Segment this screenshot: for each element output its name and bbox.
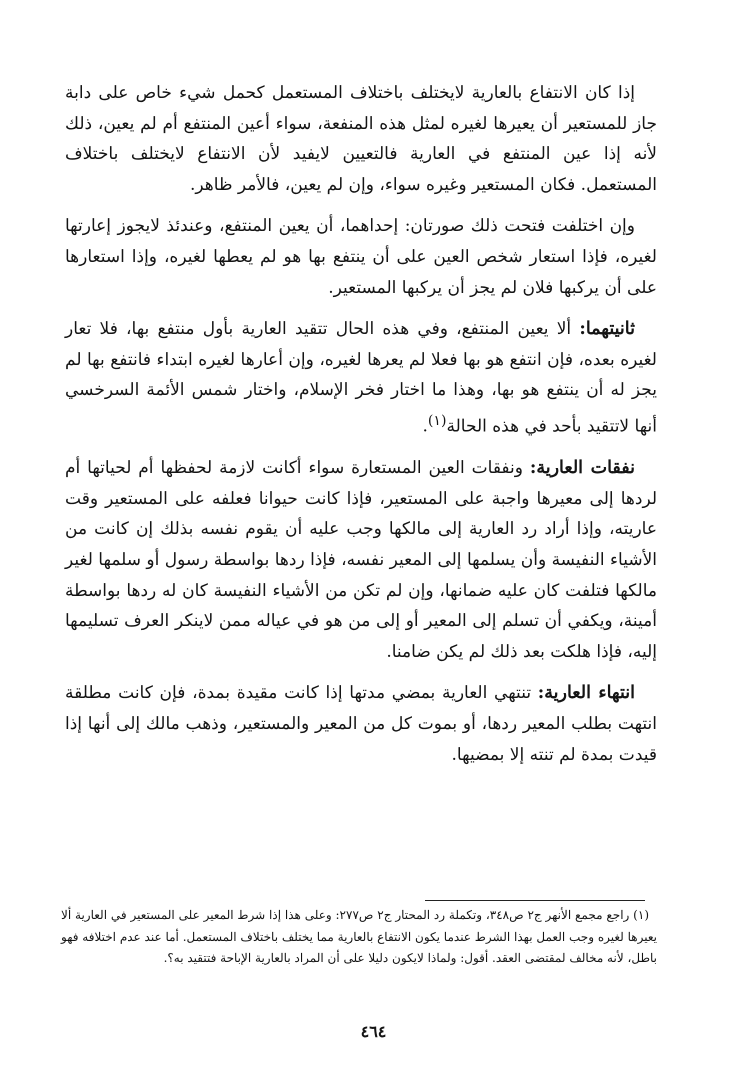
- paragraph-5-text: تنتهي العارية بمضي مدتها إذا كانت مقيدة بمدة، فإن كانت مطلقة انتهت بطلب المعير ردها، أو بموت كل من المعير والمستعير، وذهب مالك إلى أنها إذا قيدت بمدة لم تنته إلا بمضيها.: [65, 683, 657, 765]
- footnotes-section: [61, 905, 657, 970]
- paragraph-4-heading: نفقات العارية:: [529, 458, 636, 479]
- footnote-divider: [425, 900, 645, 901]
- paragraph-5-heading: انتهاء العارية:: [537, 683, 635, 704]
- paragraph-4-text: ونفقات العين المستعارة سواء أكانت لازمة لحفظها أم لحياتها أم لردها إلى معيرها واجبة على المستعير، فإذا كانت حيوانا فعلفه على المستعير وقت عاريته، وإذا أراد رد العارية إلى مالكها وجب عليه أن يقوم نفسه بذلك إن كانت من الأشياء النفيسة وأن يسلمها إلى المعير نفسه، فإذا ردها بواسطة رسول أو سلمها لغير مالكها فتلفت كان عليه ضمانها، وإن لم تكن من الأشياء النفيسة كان له ردها بواسطة أمينة، ويكفي أن تسلم إلى المعير أو إلى من هو في عياله ممن لاينكر العرف تسليمها إليه، فإذا هلكت بعد ذلك لم يكن ضامنا.: [65, 458, 657, 662]
- paragraph-3: [65, 314, 657, 442]
- paragraph-3-end: .: [422, 416, 428, 437]
- footnote-1: (١) راجع مجمع الأنهر ج٢ ص٣٤٨، وتكملة رد المحتار ج٢ ص٢٧٧: وعلى هذا إذا شرط المعير على المستعير في العارية ألا يعيرها لغيره وجب العمل بهذا الشرط عندما يكون الانتفاع بالعارية مما يختلف باختلاف المستعمل. أما عند عدم اختلافه فهو باطل، لأنه مخالف لمقتضى العقد. أقول: ولماذا لايكون دليلا على أن المراد بالعارية الإباحة فتتقيد به؟.: [61, 908, 657, 965]
- main-text-body: [65, 78, 657, 781]
- paragraph-3-heading: ثانيتهما:: [579, 319, 636, 340]
- page-number: ٤٦٤: [360, 1022, 387, 1041]
- paragraph-2: وإن اختلفت فتحت ذلك صورتان: إحداهما، أن يعين المنتفع، وعندئذ لايجوز إعارتها لغيره، فإذا استعار شخص العين على أن ينتفع بها هو لم يعطها لغيره، وإذا استعارها على أن يركبها فلان لم يجز أن يركبها المستعير.: [65, 216, 657, 298]
- paragraph-5: [65, 678, 657, 770]
- paragraph-1: إذا كان الانتفاع بالعارية لايختلف باختلاف المستعمل كحمل شيء خاص على دابة جاز للمستعير أن يعيرها لغيره لمثل هذه المنفعة، سواء أعين المنتفع أم لم يعين، ذلك لأنه إذا عين المنتفع في العارية فالتعيين لايفيد لأن الانتفاع لايختلف باختلاف المستعمل. فكان المستعير وغيره سواء، وإن لم يعين، فالأمر ظاهر.: [65, 83, 657, 195]
- paragraph-3-text: ألا يعين المنتفع، وفي هذه الحال تتقيد العارية بأول منتفع بها، فلا تعار لغيره بعده، فإن انتفع هو بها فعلا لم يعرها لغيره، وإن أعارها لغيره ابتداء فانتفع بها لم يجز له أن ينتفع هو بها، وهذا ما اختار فخر الإسلام، واختار شمس الأئمة السرخسي أنها لاتتقيد بأحد في هذه الحالة: [65, 319, 657, 437]
- footnote-reference-mark: (١): [427, 412, 447, 429]
- paragraph-4: [65, 453, 657, 667]
